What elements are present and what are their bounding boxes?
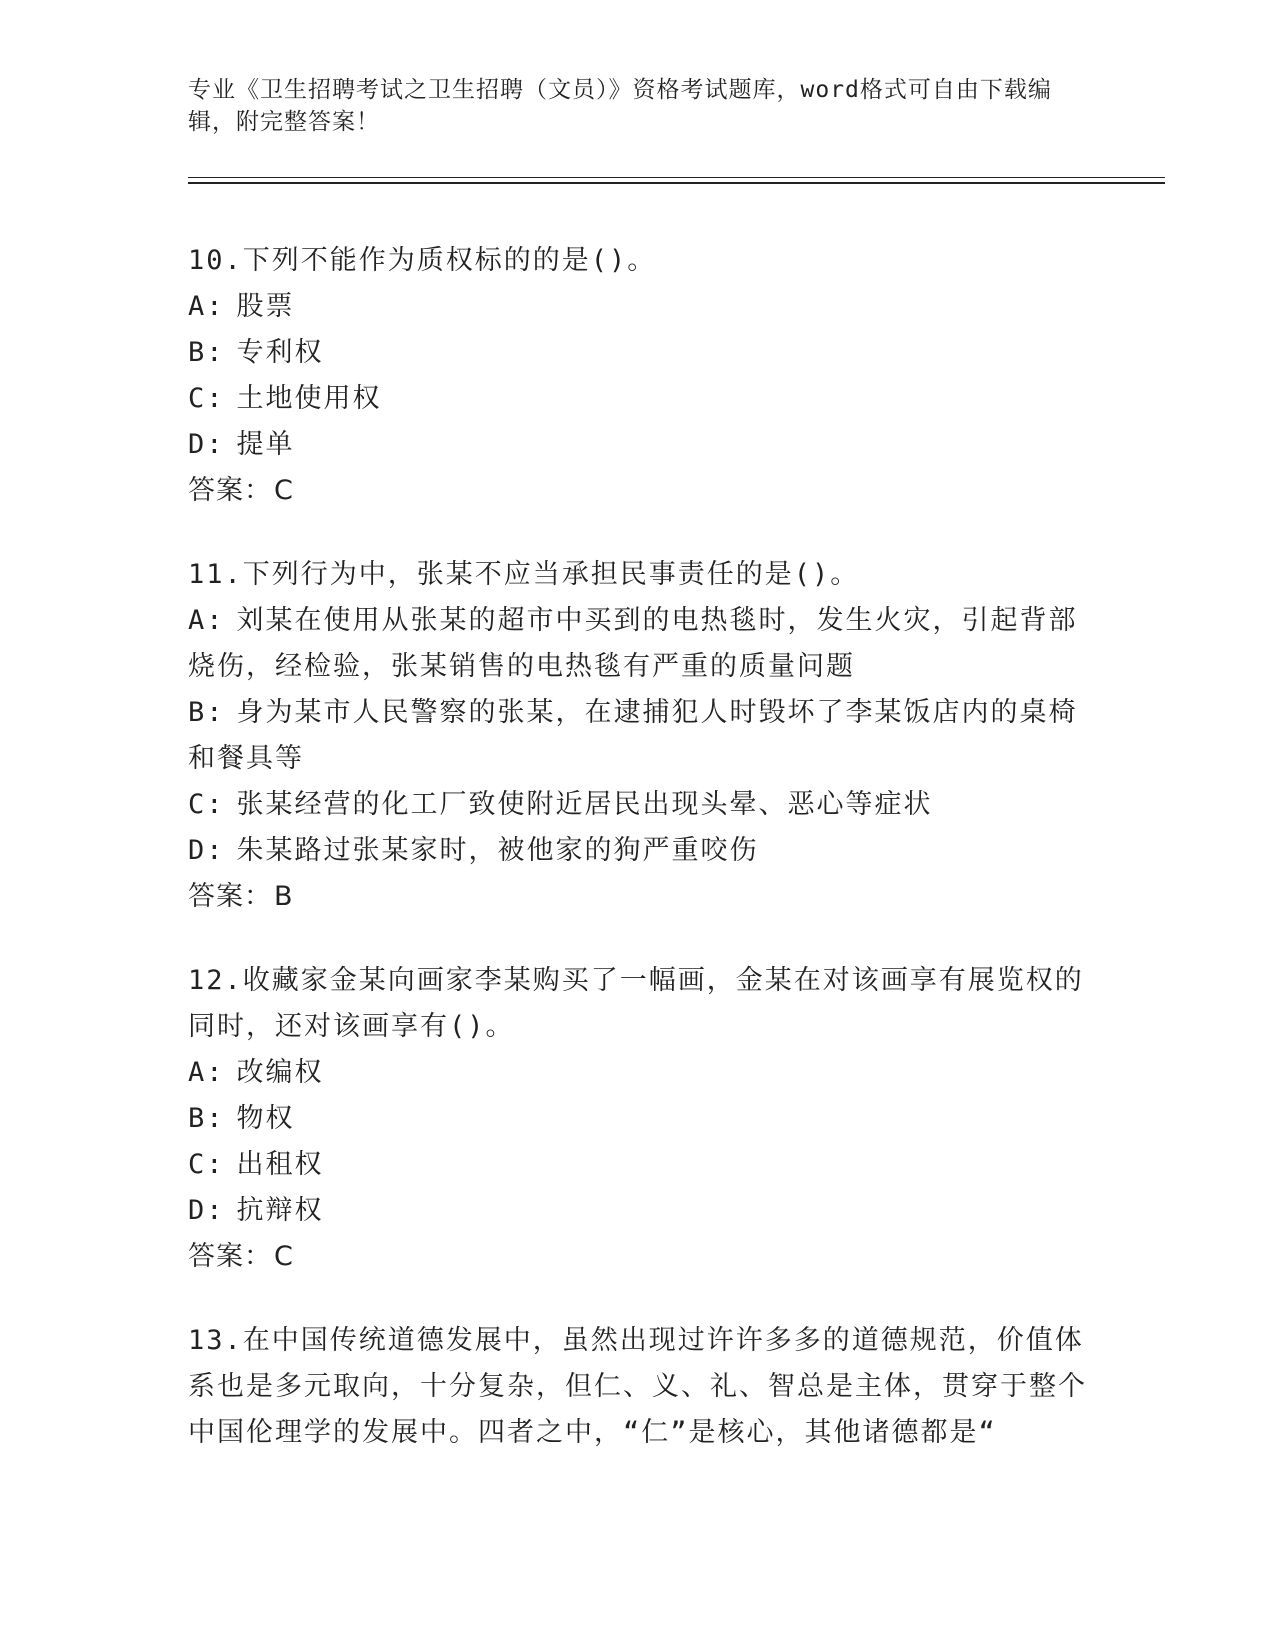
option-c: [188, 376, 1088, 422]
option-text: 刘某在使用从张某的超市中买到的电热毯时，发生火灾，引起背部烧伤，经检验，张某销售的电热毯有严重的质量问题: [188, 605, 1078, 682]
option-a: [188, 1050, 1088, 1096]
option-a: [188, 598, 1088, 690]
answer-label: 答案：: [188, 475, 272, 506]
option-text: 物权: [236, 1103, 295, 1134]
answer-value: C: [274, 1241, 294, 1272]
option-d: [188, 422, 1088, 468]
option-text: 改编权: [236, 1057, 324, 1088]
option-text: 身为某市人民警察的张某，在逮捕犯人时毁坏了李某饭店内的桌椅和餐具等: [188, 697, 1078, 774]
option-text: 朱某路过张某家时，被他家的狗严重咬伤: [236, 835, 759, 866]
option-letter: A:: [188, 605, 225, 636]
question-11: [188, 552, 1088, 920]
option-b: [188, 690, 1088, 782]
option-letter: B:: [188, 697, 225, 728]
option-letter: D:: [188, 835, 225, 866]
option-letter: B:: [188, 1103, 225, 1134]
option-b: [188, 1096, 1088, 1142]
answer-label: 答案：: [188, 1241, 272, 1272]
option-text: 股票: [236, 291, 295, 322]
question-list: [188, 238, 1088, 1494]
answer-value: C: [274, 475, 294, 506]
option-c: [188, 1142, 1088, 1188]
header-divider-thick: [188, 182, 1165, 184]
answer-label: 答案：: [188, 881, 272, 912]
document-header: 专业《卫生招聘考试之卫生招聘（文员）》资格考试题库，word格式可自由下载编辑，附完整答案！: [188, 77, 1052, 135]
document-page: [188, 0, 1088, 1650]
option-letter: B:: [188, 337, 225, 368]
question-stem: 11.下列行为中，张某不应当承担民事责任的是()。: [188, 559, 860, 590]
question-10: [188, 238, 1088, 514]
option-letter: A:: [188, 1057, 225, 1088]
answer-line: [188, 874, 1088, 920]
answer-line: [188, 468, 1088, 514]
option-a: [188, 284, 1088, 330]
option-text: 张某经营的化工厂致使附近居民出现头晕、恶心等症状: [236, 789, 933, 820]
option-b: [188, 330, 1088, 376]
option-text: 出租权: [236, 1149, 324, 1180]
question-12: [188, 958, 1088, 1280]
option-text: 抗辩权: [236, 1195, 324, 1226]
question-stem: 13.在中国传统道德发展中，虽然出现过许许多多的道德规范，价值体系也是多元取向，十分复杂，但仁、义、礼、智总是主体，贯穿于整个中国伦理学的发展中。四者之中，“仁”是核心，其他诸德都是“: [188, 1325, 1087, 1448]
option-text: 专利权: [236, 337, 324, 368]
option-d: [188, 828, 1088, 874]
question-stem: 12.收藏家金某向画家李某购买了一幅画，金某在对该画享有展览权的同时，还对该画享有()。: [188, 965, 1084, 1042]
option-text: 提单: [236, 429, 295, 460]
option-d: [188, 1188, 1088, 1234]
option-c: [188, 782, 1088, 828]
header-divider-thin: [188, 177, 1165, 178]
option-letter: D:: [188, 1195, 225, 1226]
option-letter: C:: [188, 789, 225, 820]
option-letter: A:: [188, 291, 225, 322]
option-text: 土地使用权: [236, 383, 382, 414]
answer-value: B: [274, 881, 294, 912]
question-stem: 10.下列不能作为质权标的的是()。: [188, 245, 657, 276]
option-letter: C:: [188, 383, 225, 414]
answer-line: [188, 1234, 1088, 1280]
option-letter: C:: [188, 1149, 225, 1180]
question-13: [188, 1318, 1088, 1456]
option-letter: D:: [188, 429, 225, 460]
